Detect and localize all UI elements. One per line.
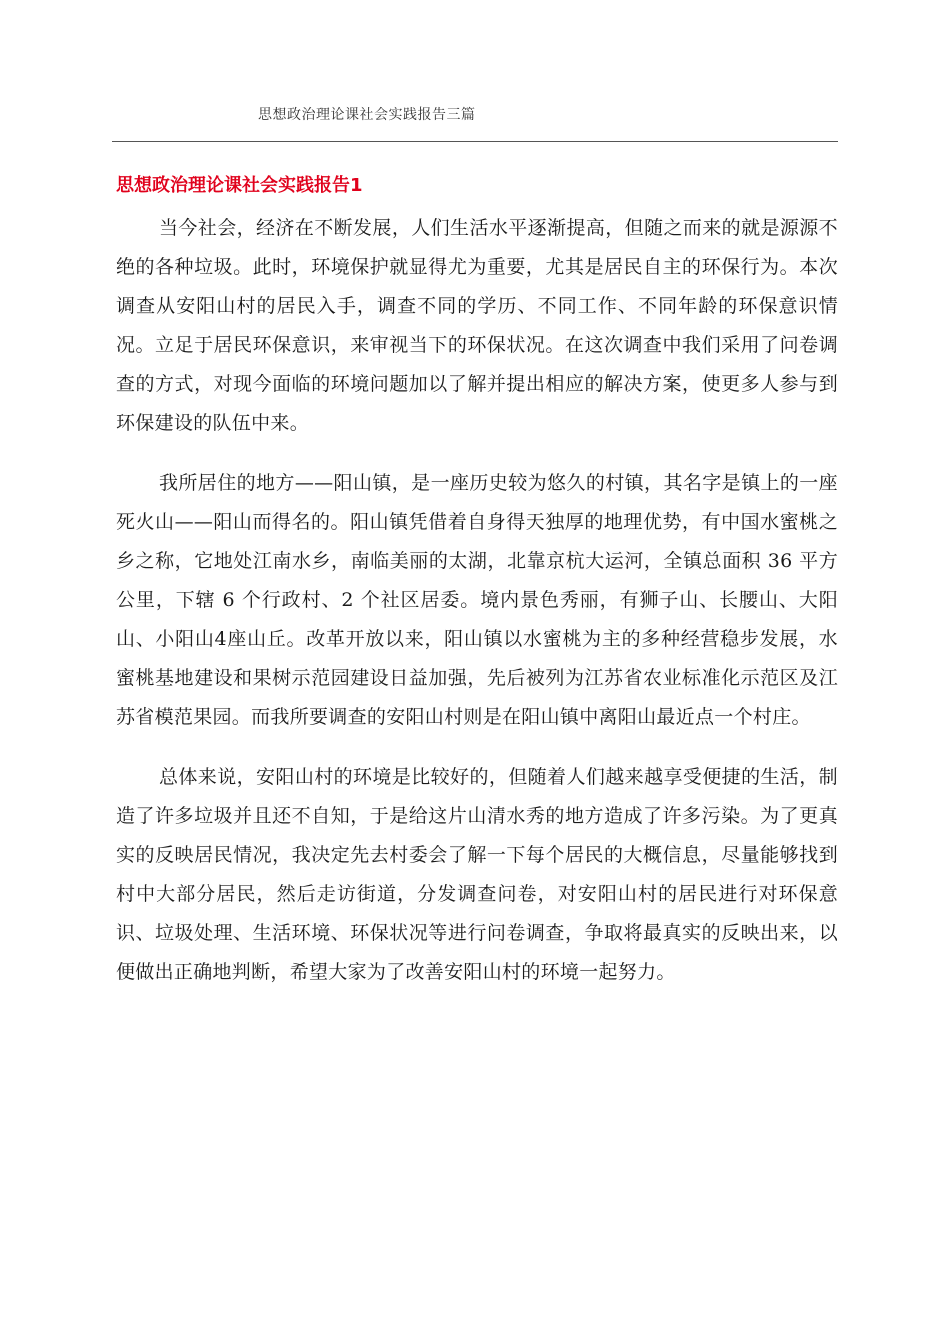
document-title: 思想政治理论课社会实践报告1 bbox=[116, 175, 363, 196]
running-header: 思想政治理论课社会实践报告三篇 bbox=[258, 107, 476, 123]
paragraph-3: 总体来说，安阳山村的环境是比较好的，但随着人们越来越享受便捷的生活，制造了许多垃圾并且还不自知，于是给这片山清水秀的地方造成了许多污染。为了更真实的反映居民情况，我决定先去村委会了解一下每个居民的大概信息，尽量能够找到村中大部分居民，然后走访街道，分发调查问卷，对安阳山村的居民进行对环保意识、垃圾处理、生活环境、环保状况等进行问卷调查，争取将最真实的反映出来，以便做出正确地判断，希望大家为了改善安阳山村的环境一起努力。 bbox=[116, 766, 838, 983]
paragraph-1: 当今社会，经济在不断发展，人们生活水平逐渐提高，但随之而来的就是源源不绝的各种垃圾。此时，环境保护就显得尤为重要，尤其是居民自主的环保行为。本次调查从安阳山村的居民入手，调查不同的学历、不同工作、不同年龄的环保意识情况。立足于居民环保意识，来审视当下的环保状况。在这次调查中我们采用了问卷调查的方式，对现今面临的环境问题加以了解并提出相应的解决方案，使更多人参与到环保建设的队伍中来。 bbox=[116, 217, 838, 434]
header-divider bbox=[112, 141, 838, 142]
document-body bbox=[116, 209, 838, 1013]
paragraph-2: 我所居住的地方——阳山镇，是一座历史较为悠久的村镇，其名字是镇上的一座死火山——阳山而得名的。阳山镇凭借着自身得天独厚的地理优势，有中国水蜜桃之乡之称，它地处江南水乡，南临美丽的太湖，北靠京杭大运河，全镇总面积 36 平方公里，下辖 6 个行政村、2 个社区居委。境内景色秀丽，有狮子山、长腰山、大阳山、小阳山4座山丘。改革开放以来，阳山镇以水蜜桃为主的多种经营稳步发展，水蜜桃基地建设和果树示范园建设日益加强，先后被列为江苏省农业标准化示范区及江苏省模范果园。而我所要调查的安阳山村则是在阳山镇中离阳山最近点一个村庄。 bbox=[116, 472, 838, 728]
